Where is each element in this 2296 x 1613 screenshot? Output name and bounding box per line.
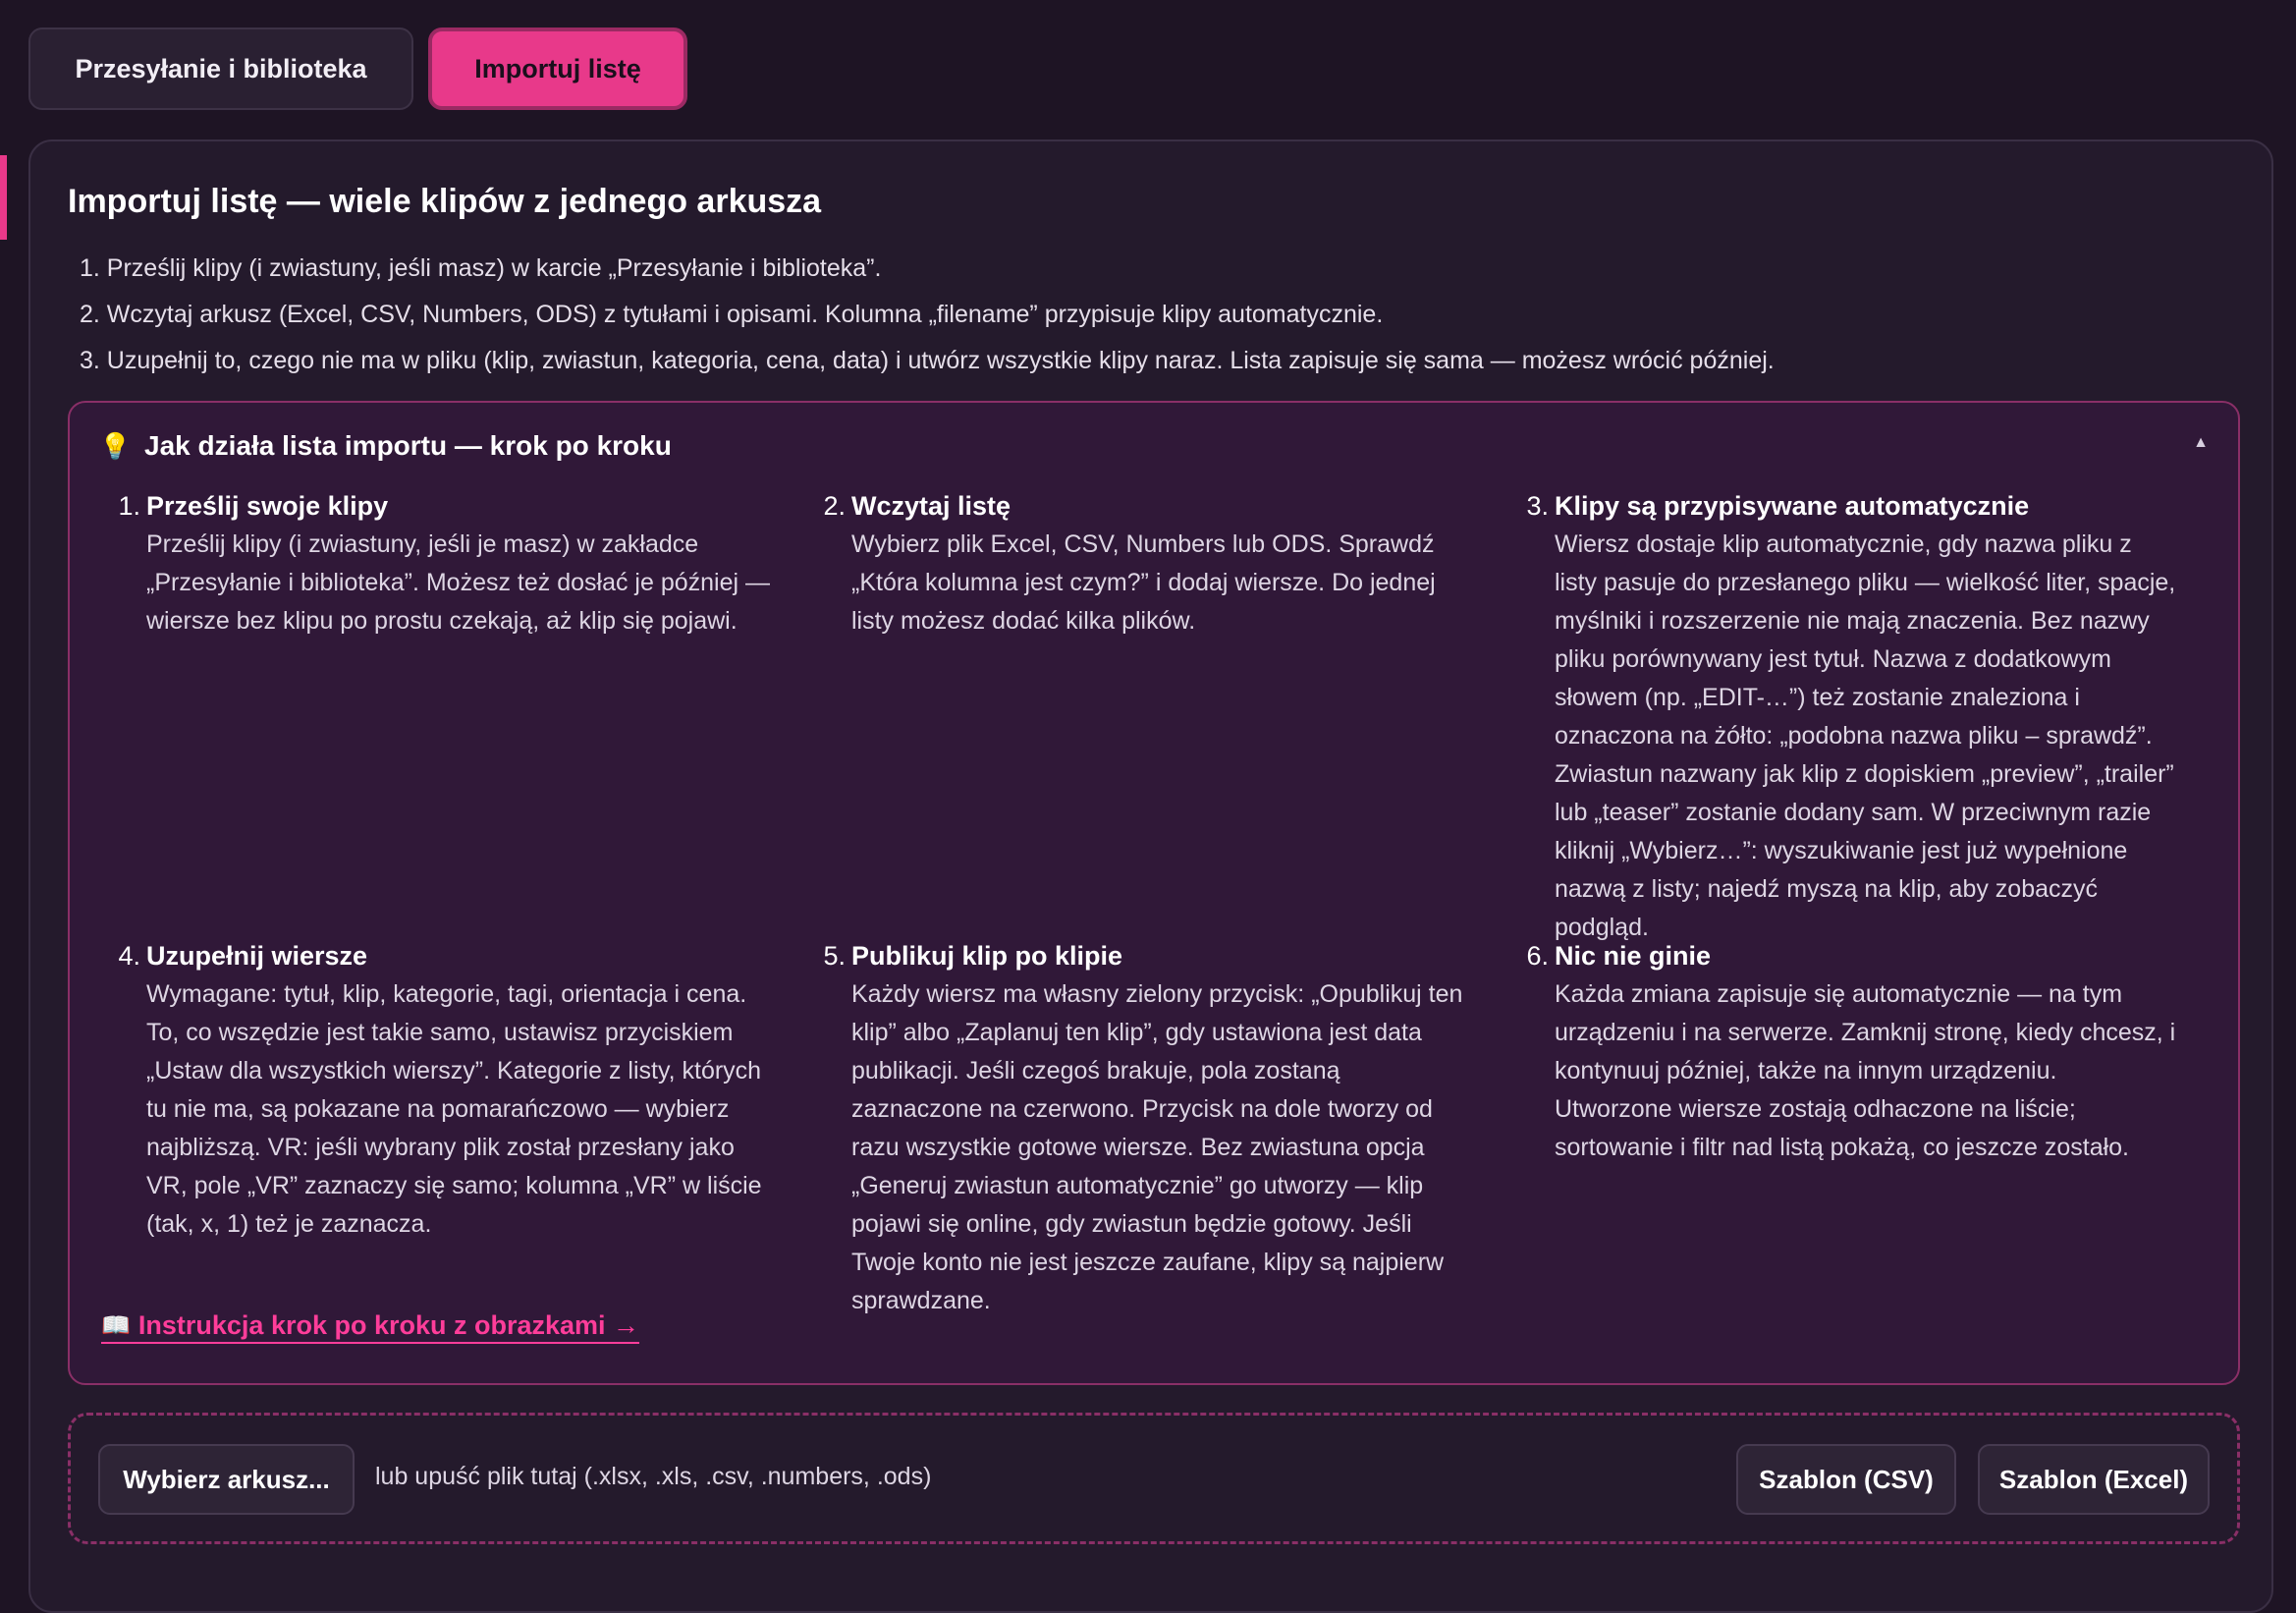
choose-sheet-button[interactable]: Wybierz arkusz... bbox=[98, 1444, 355, 1515]
step-title: Wczytaj listę bbox=[851, 491, 1011, 521]
step-number: 3. bbox=[1526, 491, 1549, 521]
tab-bar bbox=[28, 28, 687, 110]
step-body: Wiersz dostaje klip automatycznie, gdy nazwa pliku z listy pasuje do przesłanego pliku — wielkość liter, spacje, myślniki i rozszerzenie nie mają znaczenia. Bez nazwy pliku porównywany jest tytuł. Nazwa z dodatkowym słowem (np. „EDIT-…”) też zostanie znaleziona i oznaczona na żółto: „podobna nazwa pliku – sprawdź”. Zwiastun nazwany jak klip z dopiskiem „preview”, „trailer” lub „teaser” zostanie dodany sam. W przeciwnym razie kliknij „Wybierz…”: wyszukiwanie jest już wypełnione nazwą z listy; najedź myszą na klip, aby zobaczyć podgląd. bbox=[1555, 530, 2176, 941]
tab-upload-library[interactable]: Przesyłanie i biblioteka bbox=[28, 28, 413, 110]
import-card bbox=[28, 139, 2273, 1613]
step-title: Publikuj klip po klipie bbox=[851, 941, 1123, 971]
step-number: 6. bbox=[1526, 941, 1549, 971]
howto-title: Jak działa lista importu — krok po kroku bbox=[144, 430, 672, 461]
collapse-icon[interactable]: ▲ bbox=[2193, 434, 2209, 451]
guide-link-label: Instrukcja krok po kroku z obrazkami → bbox=[137, 1310, 640, 1340]
step-body: Prześlij klipy (i zwiastuny, jeśli je masz) w zakładce „Przesyłanie i biblioteka”. Możesz też dosłać je później — wiersze bez klipu po prostu czekają, aż klip się pojawi. bbox=[146, 530, 770, 635]
file-dropzone[interactable] bbox=[68, 1413, 2240, 1544]
step-number: 1. bbox=[118, 491, 140, 521]
step-fill-rows bbox=[113, 937, 771, 1244]
step-number: 4. bbox=[118, 941, 140, 971]
template-excel-button[interactable]: Szablon (Excel) bbox=[1978, 1444, 2210, 1515]
intro-step-2: 2. Wczytaj arkusz (Excel, CSV, Numbers, ODS) z tytułami i opisami. Kolumna „filename” przypisuje klipy automatycznie. bbox=[80, 301, 1384, 328]
book-icon: 📖 bbox=[101, 1312, 131, 1339]
step-body: Wybierz plik Excel, CSV, Numbers lub ODS. Sprawdź „Która kolumna jest czym?” i dodaj wiersze. Do jednej listy możesz dodać kilka plików. bbox=[851, 530, 1436, 635]
lightbulb-icon: 💡 bbox=[99, 430, 132, 461]
tab-import-list[interactable]: Importuj listę bbox=[428, 28, 687, 110]
step-number: 2. bbox=[823, 491, 846, 521]
drop-hint: lub upuść plik tutaj (.xlsx, .xls, .csv, .numbers, .ods) bbox=[375, 1463, 932, 1490]
intro-step-3: 3. Uzupełnij to, czego nie ma w pliku (klip, zwiastun, kategoria, cena, data) i utwórz wszystkie klipy naraz. Lista zapisuje się sama — możesz wrócić później. bbox=[80, 347, 1775, 374]
step-publish bbox=[818, 937, 1476, 1320]
step-nothing-lost bbox=[1521, 937, 2179, 1167]
step-title: Klipy są przypisywane automatycznie bbox=[1555, 491, 2030, 521]
template-csv-button[interactable]: Szablon (CSV) bbox=[1736, 1444, 1956, 1515]
guide-link[interactable] bbox=[101, 1310, 639, 1344]
step-title: Prześlij swoje klipy bbox=[146, 491, 389, 521]
step-body: Każdy wiersz ma własny zielony przycisk: „Opublikuj ten klip” albo „Zaplanuj ten klip”, gdy ustawiona jest data publikacji. Jeśli czegoś brakuje, pola zostaną zaznaczone na czerwono. Przycisk na dole tworzy od razu wszystkie gotowe wiersze. Bez zwiastuna opcja „Generuj zwiastun automatycznie” go utworzy — klip pojawi się online, gdy zwiastun będzie gotowy. Jeśli Twoje konto nie jest jeszcze zaufane, klipy są najpierw sprawdzane. bbox=[851, 980, 1463, 1314]
step-load-list bbox=[818, 487, 1476, 640]
left-accent-bar bbox=[0, 155, 7, 240]
intro-steps bbox=[68, 246, 1775, 384]
howto-panel bbox=[68, 401, 2240, 1385]
step-title: Uzupełnij wiersze bbox=[146, 941, 368, 971]
step-body: Wymagane: tytuł, klip, kategorie, tagi, orientacja i cena. To, co wszędzie jest takie samo, ustawisz przyciskiem „Ustaw dla wszystkich wierszy”. Kategorie z listy, których tu nie ma, są pokazane na pomarańczowo — wybierz najbliższą. VR: jeśli wybrany plik został przesłany jako VR, pole „VR” zaznaczy się samo; kolumna „VR” w liście (tak, x, 1) też je zaznacza. bbox=[146, 980, 762, 1238]
page-title: Importuj listę — wiele klipów z jednego arkusza bbox=[68, 183, 822, 220]
step-upload-clips bbox=[113, 487, 771, 640]
step-body: Każda zmiana zapisuje się automatycznie — na tym urządzeniu i na serwerze. Zamknij stronę, kiedy chcesz, i kontynuuj później, także na innym urządzeniu. Utworzone wiersze zostają odhaczone na liście; sortowanie i filtr nad listą pokażą, co jeszcze zostało. bbox=[1555, 980, 2176, 1161]
intro-step-1: 1. Prześlij klipy (i zwiastuny, jeśli masz) w karcie „Przesyłanie i biblioteka”. bbox=[80, 254, 882, 282]
howto-toggle[interactable] bbox=[99, 424, 2211, 468]
step-number: 5. bbox=[823, 941, 846, 971]
step-title: Nic nie ginie bbox=[1555, 941, 1712, 971]
step-auto-assign bbox=[1521, 487, 2179, 947]
